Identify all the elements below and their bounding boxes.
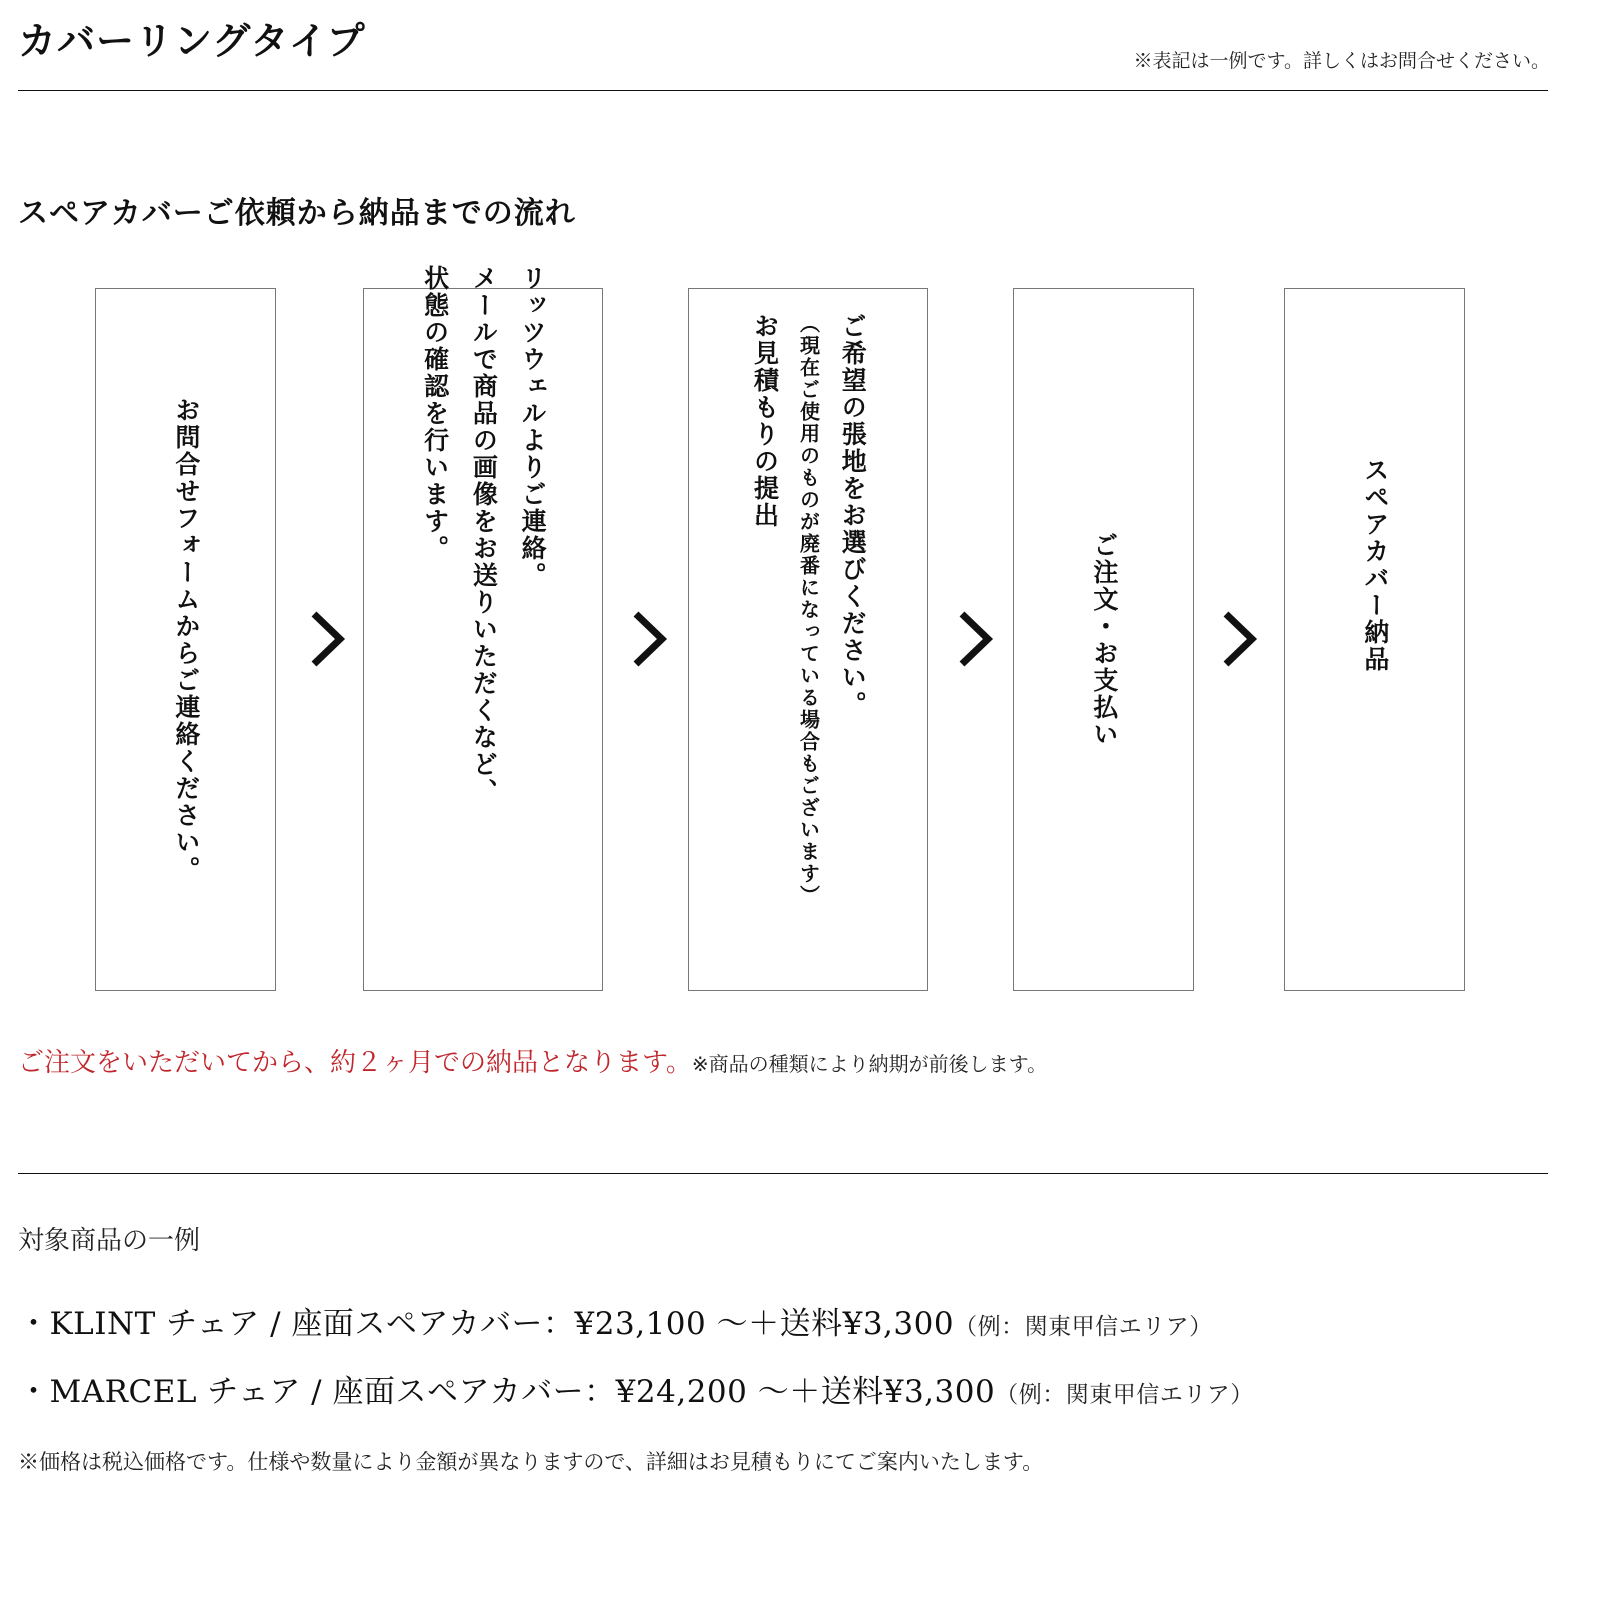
example-item xyxy=(18,1366,1254,1411)
example-item xyxy=(18,1298,1213,1343)
step-line: お見積もりの提出 xyxy=(750,312,780,529)
item-area: （例：関東甲信エリア） xyxy=(954,1314,1213,1340)
divider xyxy=(18,1173,1548,1174)
step-text xyxy=(1079,532,1128,748)
flow-step-3 xyxy=(688,288,928,991)
step-line: 状態の確認を行います。 xyxy=(420,264,450,562)
item-area: （例：関東甲信エリア） xyxy=(995,1382,1254,1408)
flow-step-5 xyxy=(1284,288,1465,991)
chevron-right-icon xyxy=(308,604,348,674)
flow-step-1 xyxy=(95,288,276,991)
chevron-right-icon xyxy=(956,604,996,674)
step-line: リッツウェルよりご連絡。 xyxy=(518,264,548,589)
flow-step-2 xyxy=(363,264,603,991)
lead-time-note: ※商品の種類により納期が前後します。 xyxy=(691,1052,1048,1076)
step-text xyxy=(740,313,877,907)
lead-time xyxy=(18,1042,1047,1079)
step-text xyxy=(161,397,210,883)
step-text xyxy=(410,265,556,805)
divider xyxy=(18,90,1548,91)
price-footnote: ※価格は税込価格です。仕様や数量により金額が異なりますので、詳細はお見積もりにてご案内いたします。 xyxy=(18,1450,1044,1474)
item-text: ・KLINT チェア / 座面スペアカバー：¥23,100 ～＋送料¥3,300 xyxy=(18,1306,955,1342)
examples-title: 対象商品の一例 xyxy=(18,1226,201,1256)
lead-time-main: ご注文をいただいてから、約２ヶ月での納品となります。 xyxy=(18,1048,692,1078)
chevron-right-icon xyxy=(630,604,670,674)
item-text: ・MARCEL チェア / 座面スペアカバー：¥24,200 ～＋送料¥3,300 xyxy=(18,1374,996,1410)
step-line: ご注文・お支払い xyxy=(1089,531,1119,748)
step-line: ご希望の張地をお選びください。 xyxy=(838,312,868,718)
chevron-right-icon xyxy=(1220,604,1260,674)
step-text xyxy=(1350,457,1399,673)
step-line: （現在ご使用のものが廃番になっている場合もございます） xyxy=(796,312,821,907)
step-line: メールで商品の画像をお送りいただくなど、 xyxy=(469,264,499,805)
step-line: スペアカバー納品 xyxy=(1360,456,1390,673)
flow-step-4 xyxy=(1013,288,1194,991)
header-note: ※表記は一例です。詳しくはお問合せください。 xyxy=(1133,50,1550,72)
step-line: お問合せフォームからご連絡ください。 xyxy=(171,396,201,883)
page-title: カバーリングタイプ xyxy=(18,18,366,63)
flow-title: スペアカバーご依頼から納品までの流れ xyxy=(18,196,576,231)
